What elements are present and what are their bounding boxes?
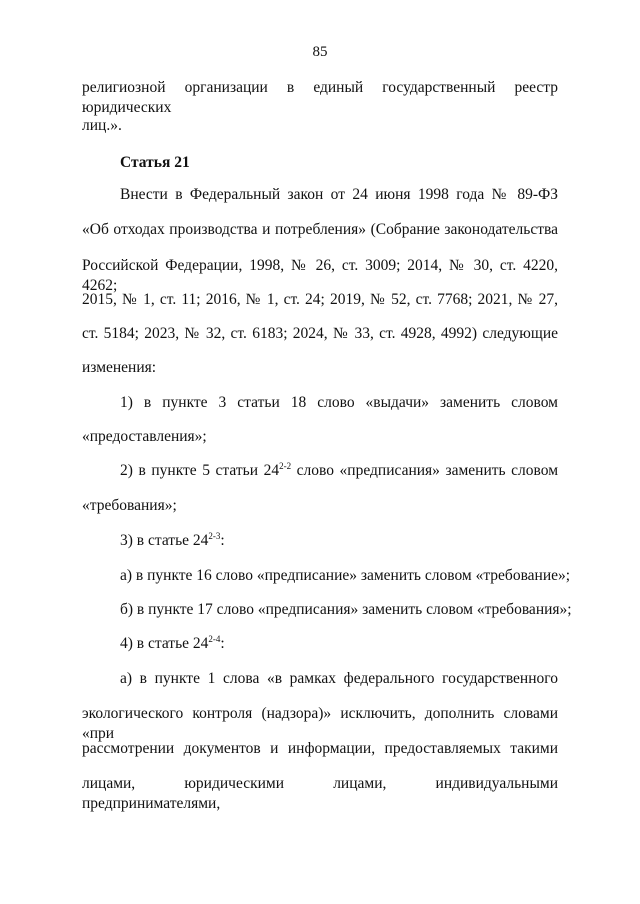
text-line: 2015, № 1, ст. 11; 2016, № 1, ст. 24; 2019, № 52, ст. 7768; 2021, № 27,	[82, 291, 558, 308]
text-segment: 2) в пункте 5 статьи 24	[120, 462, 280, 479]
text-segment: 3) в статье 24	[120, 532, 209, 549]
text-line: лицами, юридическими лицами, индивидуальными предпринимателями,	[82, 775, 558, 812]
text-line: «требования»;	[82, 497, 177, 514]
text-line: б) в пункте 17 слово «предписания» заменить словом «требования»;	[120, 601, 572, 618]
text-line: изменения:	[82, 359, 157, 376]
text-line	[120, 461, 558, 481]
text-line: религиозной организации в единый государственный реестр юридических	[82, 79, 558, 116]
text-segment: слово «предписания» заменить словом	[291, 462, 559, 479]
text-line: Внести в Федеральный закон от 24 июня 1998 года № 89-ФЗ	[120, 186, 558, 203]
text-line: экологического контроля (надзора)» исключить, дополнить словами «при	[82, 705, 558, 742]
text-line: а) в пункте 1 слова «в рамках федерального государственного	[120, 670, 558, 687]
text-line: рассмотрении документов и информации, предоставляемых такими	[82, 740, 558, 757]
text-segment: :	[220, 635, 225, 652]
article-heading: Статья 21	[120, 154, 190, 171]
text-segment: 4) в статье 24	[120, 635, 209, 652]
text-segment: :	[220, 532, 225, 549]
superscript: 2-3	[208, 531, 221, 541]
text-line: ст. 5184; 2023, № 32, ст. 6183; 2024, № 33, ст. 4928, 4992) следующие	[82, 325, 558, 342]
text-line: «предоставления»;	[82, 428, 207, 445]
text-line: 1) в пункте 3 статьи 18 слово «выдачи» заменить словом	[120, 394, 558, 411]
text-line: Российской Федерации, 1998, № 26, ст. 3009; 2014, № 30, ст. 4220, 4262;	[82, 257, 558, 294]
page-number: 85	[312, 44, 328, 60]
text-line: лиц.».	[82, 117, 122, 134]
text-line	[120, 634, 225, 654]
superscript: 2-4	[208, 634, 221, 644]
text-line	[120, 531, 225, 551]
text-line: «Об отходах производства и потребления» (Собрание законодательства	[82, 221, 558, 238]
superscript: 2-2	[279, 461, 292, 471]
text-line: а) в пункте 16 слово «предписание» заменить словом «требование»;	[120, 567, 571, 584]
